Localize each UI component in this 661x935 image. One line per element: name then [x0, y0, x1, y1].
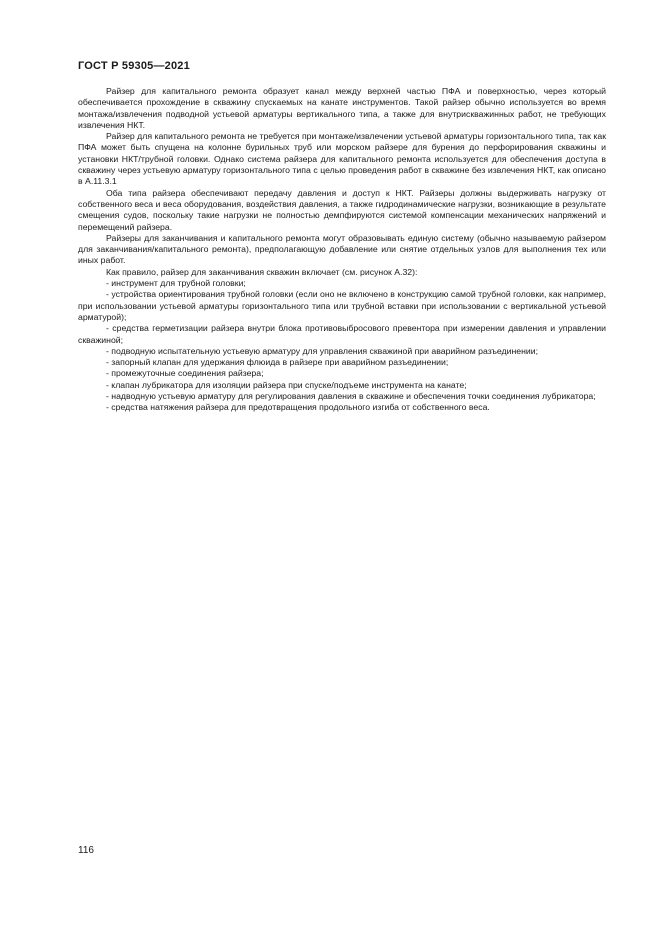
paragraph: Райзер для капитального ремонта не требуется при монтаже/извлечении устьевой арматуры горизонтального типа, так как ПФА может быть спущена на колонне бурильных труб или морском райзере для бурения до перфорирования скважины и установки НКТ/трубной головки. Однако система райзера для капитального ремонта используется для обеспечения доступа в скважину через устьевую арматуру горизонтального типа с целью проведения работ в скважине без извлечения НКТ, как описано в А.11.3.1 [78, 131, 606, 187]
paragraph: Райзеры для заканчивания и капитального ремонта могут образовывать единую систему (обычно называемую райзером для заканчивания/капитального ремонта), предполагающую добавление или снятие отдельных узлов для выполнения тех или иных работ. [78, 232, 606, 266]
list-item: - средства герметизации райзера внутри блока противовыбросового превентора при измерении давления и управлении скважиной; [78, 323, 606, 345]
list-item: - устройства ориентирования трубной головки (если оно не включено в конструкцию самой трубной головки, как например, при использовании устьевой арматуры горизонтального типа или трубной вставки при использовании с вертикальной устьевой арматурой); [78, 289, 606, 322]
list-item: - инструмент для трубной головки; [106, 278, 246, 289]
list-item: - средства натяжения райзера для предотвращения продольного изгиба от собственного веса. [106, 402, 490, 413]
paragraph: Райзер для капитального ремонта образует канал между верхней частью ПФА и поверхностью, через который обеспечивается прохождение в скважину спускаемых на канате инструментов. Такой райзер обычно используется во время монтажа/извлечения подводной устьевой арматуры вертикального типа, а также для внутрискважинных работ, не требующих извлечения НКТ. [78, 86, 606, 130]
body-text [78, 86, 606, 414]
page-number: 116 [78, 845, 94, 856]
list-item: - надводную устьевую арматуру для регулирования давления в скважине и обеспечения точки соединения лубрикатора; [106, 391, 596, 402]
paragraph: Оба типа райзера обеспечивают передачу давления и доступ к НКТ. Райзеры должны выдерживать нагрузку от собственного веса и веса оборудования, воздействия давления, а также гидродинамические нагрузки, возникающие в результате смещения судов, поскольку такие нагрузки не полностью демпфируются системой компенсации механических напряжений и перемещений райзера. [78, 187, 606, 232]
paragraph: Как правило, райзер для заканчивания скважин включает (см. рисунок А.32): [106, 266, 418, 277]
list-item: - запорный клапан для удержания флюида в райзере при аварийном разъединении; [106, 357, 449, 368]
list-item: - подводную испытательную устьевую арматуру для управления скважиной при аварийном разъединении; [106, 345, 539, 356]
list-item: - промежуточные соединения райзера; [106, 368, 264, 379]
list-item: - клапан лубрикатора для изоляции райзера при спуске/подъеме инструмента на канате; [106, 379, 467, 390]
document-header: ГОСТ Р 59305—2021 [78, 60, 190, 72]
